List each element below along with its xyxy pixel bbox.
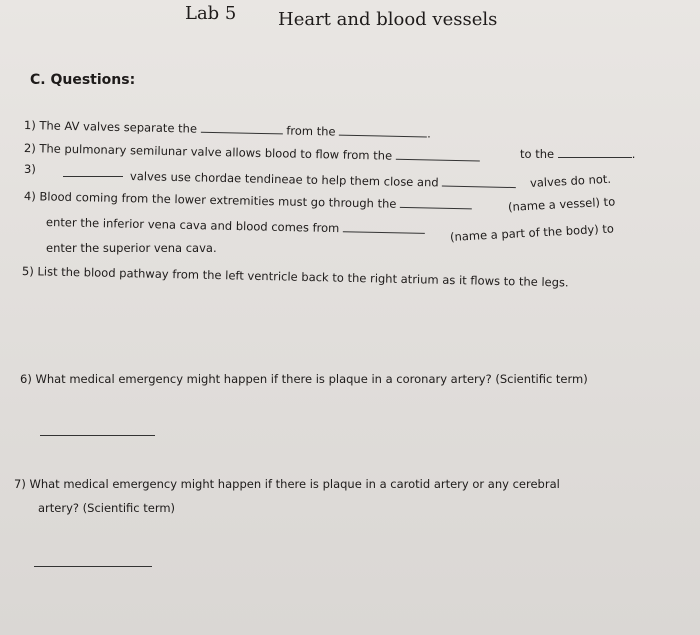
question-7-answer-line[interactable] — [34, 566, 152, 567]
question-2-blank-2[interactable] — [558, 146, 632, 158]
question-4-line-1 — [24, 188, 472, 212]
question-1-blank-1[interactable] — [201, 121, 283, 135]
question-2-text-b: to the — [520, 147, 555, 161]
question-6-number: 6) — [20, 372, 32, 386]
question-3-text-b: valves do not. — [529, 171, 612, 190]
question-6 — [20, 372, 588, 386]
question-6-answer-line[interactable] — [40, 435, 155, 436]
question-4-line-2-text: enter the inferior vena cava and blood comes from — [45, 215, 340, 236]
question-7-line-1-text: What medical emergency might happen if there is plaque in a carotid artery or any cerebral — [29, 477, 560, 491]
question-4-line-2-tail: (name a part of the body) to — [449, 221, 615, 244]
question-2-tail — [520, 146, 635, 161]
question-5-text: List the blood pathway from the left ventricle back to the right atrium as it flows to the legs. — [37, 264, 569, 290]
question-1 — [24, 117, 431, 141]
question-3-blank-2[interactable] — [442, 175, 516, 189]
question-4-line-3: enter the superior vena cava. — [46, 241, 217, 255]
question-4-blank-2[interactable] — [343, 220, 425, 234]
question-6-text: What medical emergency might happen if there is plaque in a coronary artery? (Scientific term) — [35, 372, 588, 386]
question-7-line-1 — [14, 477, 560, 491]
question-2-text-a: The pulmonary semilunar valve allows blood to flow from the — [39, 141, 393, 163]
question-5 — [22, 264, 569, 289]
question-3-text-a: valves use chordae tendineae to help them close and — [129, 169, 439, 190]
question-7-line-2: artery? (Scientific term) — [38, 501, 176, 515]
section-title: C. Questions: — [30, 72, 136, 88]
lab-number: Lab 5 — [185, 3, 237, 24]
question-2-number: 2) — [23, 141, 36, 156]
question-4-line-1-text: Blood coming from the lower extremities must go through the — [39, 189, 397, 211]
question-1-blank-2[interactable] — [339, 124, 427, 138]
question-7-number: 7) — [14, 477, 26, 491]
question-4-number: 4) — [23, 189, 36, 204]
question-2-end: . — [631, 147, 636, 161]
question-3 — [130, 168, 517, 191]
question-3-number: 3) — [24, 162, 36, 176]
question-4-line-1-tail: (name a vessel) to — [507, 194, 616, 214]
question-3-blank-1[interactable] — [63, 176, 123, 177]
question-1-text-a: The AV valves separate the — [39, 118, 198, 136]
question-5-number: 5) — [21, 264, 34, 279]
question-1-text-b: from the — [286, 123, 336, 139]
question-4-blank-1[interactable] — [400, 196, 472, 210]
question-2 — [24, 140, 480, 165]
question-4-line-2 — [46, 214, 425, 237]
question-2-blank-1[interactable] — [396, 148, 480, 162]
question-1-number: 1) — [23, 118, 36, 133]
page-title: Heart and blood vessels — [278, 9, 498, 30]
question-1-end: . — [427, 126, 432, 141]
